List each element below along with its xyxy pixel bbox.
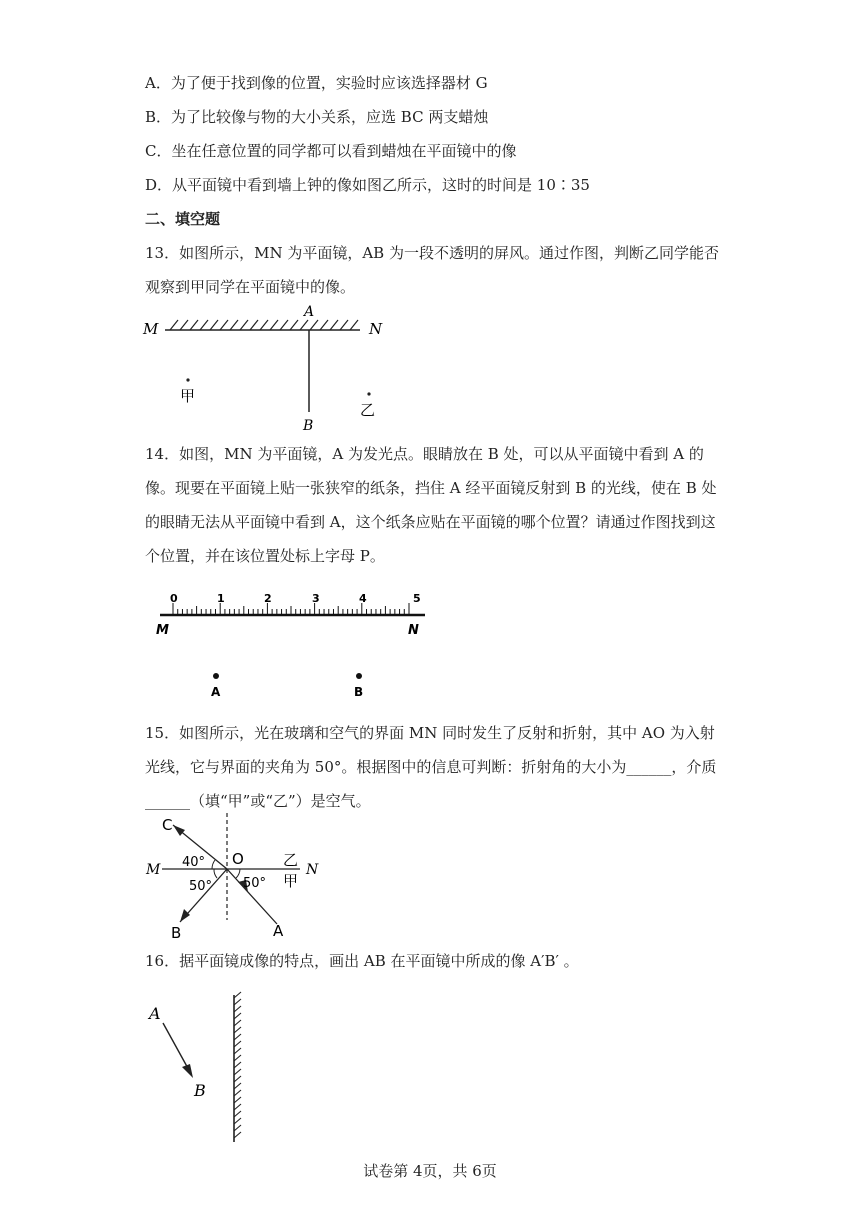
q13-label-jia: 甲 — [180, 387, 196, 405]
q15-label-c: C — [162, 816, 173, 834]
mirror-hatch-mark — [234, 1097, 241, 1103]
mirror-hatch-mark — [200, 320, 208, 330]
mirror-hatch-mark — [234, 1041, 241, 1047]
mirror-hatch-mark — [350, 320, 358, 330]
mirror-hatch-mark — [280, 320, 288, 330]
mirror-hatch-mark — [234, 1013, 241, 1019]
option-d: D．从平面镜中看到墙上钟的像如图乙所示，这时的时间是 10∶35 — [145, 176, 590, 194]
mirror-hatch-mark — [270, 320, 278, 330]
mirror-hatch-mark — [234, 1118, 241, 1124]
q14-figure — [150, 585, 440, 705]
q15-label-angle50b: 50° — [243, 876, 267, 891]
mirror-hatch-mark — [234, 1020, 241, 1026]
q15-label-n: N — [306, 862, 319, 878]
q16-label-a: A — [149, 1004, 161, 1023]
mirror-hatch-mark — [320, 320, 328, 330]
mirror-hatch-mark — [234, 999, 241, 1005]
q13-label-m: M — [143, 320, 159, 338]
q14-tick-3: 3 — [312, 592, 320, 605]
mirror-hatch-mark — [310, 320, 318, 330]
q13-text: 13．如图所示，MN 为平面镜，AB 为一段不透明的屏风。通过作图，判断乙同学能否观察到甲同学在平面镜中的像。 — [145, 244, 719, 296]
mirror-hatch-mark — [210, 320, 218, 330]
option-a: A．为了便于找到像的位置，实验时应该选择器材 G — [145, 74, 488, 92]
mirror-hatch-mark — [290, 320, 298, 330]
section-title: 二、填空题 — [145, 210, 221, 228]
mirror-hatch-mark — [234, 1034, 241, 1040]
mirror-hatch-mark — [234, 1069, 241, 1075]
mirror-hatch-mark — [234, 1048, 241, 1054]
q16-label-b: B — [194, 1081, 206, 1100]
mirror-hatch-mark — [234, 1090, 241, 1096]
mirror-hatch-mark — [234, 1062, 241, 1068]
mirror-hatch-mark — [340, 320, 348, 330]
q14-label-a: A — [211, 685, 221, 699]
mirror-hatch-mark — [234, 1027, 241, 1033]
q14-label-m: M — [156, 623, 169, 638]
option-b: B．为了比较像与物的大小关系，应选 BC 两支蜡烛 — [145, 108, 489, 126]
q14-tick-0: 0 — [170, 592, 178, 605]
mirror-hatch-mark — [220, 320, 228, 330]
mirror-hatch-mark — [330, 320, 338, 330]
q13-figure — [140, 300, 400, 440]
q15-figure — [140, 808, 340, 943]
q14-label-b: B — [354, 685, 364, 699]
mirror-hatch-mark — [190, 320, 198, 330]
mirror-hatch-mark — [234, 992, 241, 998]
q14-tick-2: 2 — [264, 592, 272, 605]
mirror-hatch-mark — [234, 1055, 241, 1061]
q16-text: 16．据平面镜成像的特点，画出 AB 在平面镜中所成的像 A′B′ 。 — [145, 952, 579, 970]
q13-label-b: B — [303, 418, 314, 434]
mirror-hatch-mark — [234, 1125, 241, 1131]
q14-text: 14．如图，MN 为平面镜，A 为发光点。眼睛放在 B 处，可以从平面镜中看到 A 的像。现要在平面镜上贴一张狭窄的纸条，挡住 A 经平面镜反射到 B 的光线，使在 B 处的眼睛无法从平面镜中看到 A，这个纸条应贴在平面镜的哪个位置？请通过作图找到这个位置，并在该位置处标上字母 P。 — [145, 445, 717, 565]
q15-label-a: A — [273, 922, 284, 940]
q15-label-yi: 乙 — [283, 851, 299, 869]
mirror-hatch-mark — [230, 320, 238, 330]
q15-label-angle50a: 50° — [189, 879, 213, 894]
q16-figure — [140, 990, 260, 1150]
q15-label-o: O — [232, 850, 244, 868]
mirror-hatch-mark — [170, 320, 178, 330]
q14-label-n: N — [408, 623, 419, 638]
mirror-hatch-mark — [234, 1104, 241, 1110]
mirror-hatch-mark — [180, 320, 188, 330]
mirror-hatch-mark — [234, 1006, 241, 1012]
mirror-hatch-mark — [250, 320, 258, 330]
option-c: C．坐在任意位置的同学都可以看到蜡烛在平面镜中的像 — [145, 142, 517, 160]
mirror-hatch-mark — [234, 1111, 241, 1117]
mirror-hatch-mark — [234, 1076, 241, 1082]
q15-label-m: M — [146, 862, 161, 878]
q14-tick-1: 1 — [217, 592, 225, 605]
q14-tick-5: 5 — [413, 592, 421, 605]
mirror-hatch-mark — [260, 320, 268, 330]
q15-label-jia: 甲 — [283, 872, 299, 890]
q14-tick-4: 4 — [359, 592, 367, 605]
q15-text: 15．如图所示，光在玻璃和空气的界面 MN 同时发生了反射和折射，其中 AO 为入射光线，它与界面的夹角为 50°。根据图中的信息可判断：折射角的大小为______，介质______（填“甲”或“乙”）是空气。 — [145, 724, 717, 810]
page-footer: 试卷第 4页，共 6页 — [363, 1162, 497, 1180]
mirror-hatch-mark — [234, 1132, 241, 1138]
mirror-hatch-mark — [240, 320, 248, 330]
mirror-hatch-mark — [300, 320, 308, 330]
q15-label-angle40: 40° — [182, 855, 206, 870]
mirror-hatch-mark — [234, 1083, 241, 1089]
q13-label-a: A — [304, 304, 315, 320]
q13-label-n: N — [369, 320, 383, 338]
q13-label-yi: 乙 — [360, 401, 376, 419]
q15-label-b: B — [171, 924, 182, 942]
